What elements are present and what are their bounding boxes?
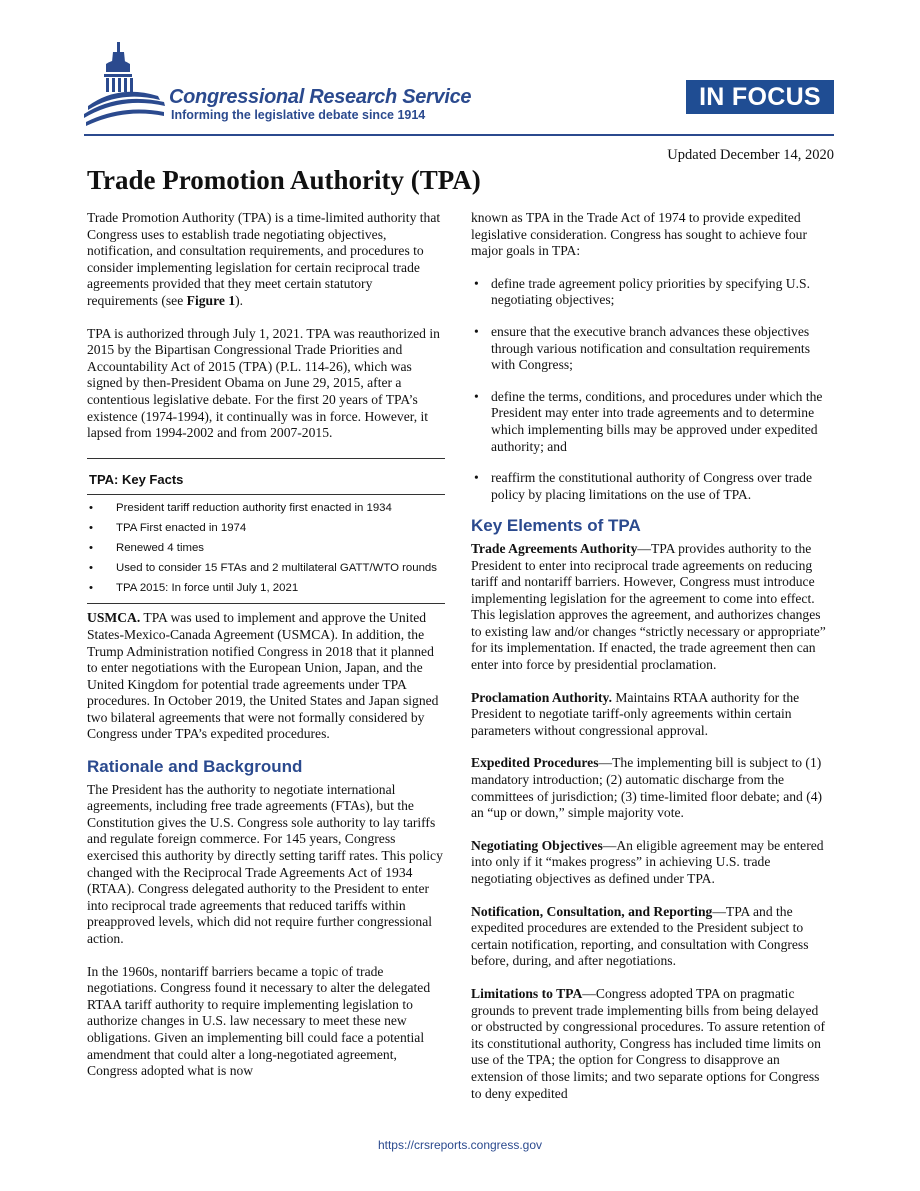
element-lead: Expedited Procedures <box>471 755 599 771</box>
list-item: • TPA 2015: In force until July 1, 2021 <box>87 581 445 596</box>
element-lead: Notification, Consultation, and Reporting <box>471 903 713 919</box>
element-paragraph <box>471 541 833 674</box>
figure-ref: Figure 1 <box>186 292 236 308</box>
element-paragraph <box>471 755 833 821</box>
list-item: • reaffirm the constitutional authority of Congress over trade policy by placing limitations on the use of TPA. <box>471 470 833 503</box>
list-item: • Used to consider 15 FTAs and 2 multilateral GATT/WTO rounds <box>87 561 445 576</box>
org-tagline: Informing the legislative debate since 1914 <box>171 108 426 122</box>
element-lead: Negotiating Objectives <box>471 837 603 853</box>
element-text: —TPA and the expedited procedures are extended to the President subject to certain notification, reporting, and consultation with Congress before, during, and after negotiations. <box>471 903 809 969</box>
intro-text: Trade Promotion Authority (TPA) is a time-limited authority that Congress uses to establish trade negotiating objectives, notification, and consultation requirements, and procedures to consider implementing legislation for certain reciprocal trade agreements provided that they meet certain statutory requirements (see <box>87 210 441 308</box>
element-paragraph <box>471 904 833 970</box>
continuation-paragraph: known as TPA in the Trade Act of 1974 to provide expedited legislative consideration. Congress has sought to achieve four major goals in TPA: <box>471 210 807 259</box>
element-text: —An eligible agreement may be entered into only if it “makes progress” in achieving U.S. trade negotiating objectives as defined under TPA. <box>471 837 824 886</box>
intro-paragraph-1 <box>87 210 445 310</box>
key-elements-heading: Key Elements of TPA <box>471 516 641 536</box>
key-facts-list <box>87 495 445 603</box>
left-column <box>87 210 445 1096</box>
rationale-heading: Rationale and Background <box>87 757 303 777</box>
list-item: • Renewed 4 times <box>87 541 445 556</box>
usmca-text: TPA was used to implement and approve the United States-Mexico-Canada Agreement (USMCA). In addition, the Trump Administration notified Congress in 2018 that it planned to enter negotiations with the European Union, Japan, and the United Kingdom for potential trade agreements under TPA procedures. In October 2019, the United States and Japan signed two bilateral agreements that were not formally considered by Congress under TPA’s expedited procedures. <box>87 610 439 742</box>
footer-url-link[interactable]: https://crsreports.congress.gov <box>377 1138 543 1152</box>
intro-text-end: ). <box>235 292 244 308</box>
right-column <box>471 210 833 1118</box>
header-rule <box>84 134 834 136</box>
element-paragraph <box>471 690 833 740</box>
goals-list <box>471 276 833 504</box>
element-text: —Congress adopted TPA on pragmatic grounds to prevent trade implementing bills from being delayed or obstructed by congressional procedures. To assure retention of its constitutional authority, Congress has included time limits on use of the TPA; the option for Congress to disapprove an extension of those limits; and two separate options for Congress to deny expedited <box>471 985 826 1101</box>
element-paragraph <box>471 986 833 1102</box>
list-item: • define the terms, conditions, and procedures under which the President may enter into trade agreements and to determine which implementing bills may be approved under expedited authority; and <box>471 389 833 455</box>
element-lead: Trade Agreements Authority <box>471 540 638 556</box>
element-lead: Limitations to TPA <box>471 985 583 1001</box>
element-text: Maintains RTAA authority for the President to negotiate tariff-only agreements within certain parameters without congressional approval. <box>471 689 800 738</box>
rationale-paragraph-1: The President has the authority to negotiate international agreements, including free trade agreements (FTAs), but the Constitution gives the U.S. Congress sole authority to lay tariffs and regulate foreign commerce. For 145 years, Congress exercised this authority by directly setting tariff rates. This policy changed with the Reciprocal Trade Agreements Act of 1934 (RTAA). Congress delegated authority to the President to enter into reciprocal trade agreements that reduced tariffs within preapproved levels, which did not require further congressional action. <box>87 781 443 946</box>
element-text: —The implementing bill is subject to (1) mandatory introduction; (2) automatic discharge from the committees of jurisdiction; (3) time-limited floor debate; and (4) an “up or down,” simple majority vote. <box>471 755 823 821</box>
key-facts-title: TPA: Key Facts <box>87 459 445 496</box>
page-title: Trade Promotion Authority (TPA) <box>87 165 481 195</box>
rationale-paragraph-2: In the 1960s, nontariff barriers became a topic of trade negotiations. Congress found it necessary to alter the delegated RTAA tariff authority to require implementing legislation to authorize changes in U.S. law necessary to meet these new obligations. Given an implementing bill could face a potential amendment that could alter a long-negotiated agreement, Congress adopted what is now <box>87 963 431 1079</box>
usmca-lead: USMCA. <box>87 610 141 626</box>
key-facts-box <box>87 458 445 605</box>
usmca-paragraph <box>87 610 445 743</box>
list-item: • TPA First enacted in 1974 <box>87 521 445 536</box>
element-text: —TPA provides authority to the President to enter into reciprocal trade agreements on reducing tariff and nontariff barriers. However, Congress must introduce implementing legislation for the agreement to come into effect. This legislation approves the agreement, and authorizes changes to existing law and/or changes “strictly necessary or appropriate” for its implementation. If enacted, the trade agreement then can enter into force by presidential proclamation. <box>471 540 826 673</box>
list-item: • ensure that the executive branch advances these objectives through various notification and consultation requirements with Congress; <box>471 324 833 374</box>
element-paragraph <box>471 838 833 888</box>
updated-date: Updated December 14, 2020 <box>667 147 834 163</box>
element-lead: Proclamation Authority. <box>471 689 612 705</box>
list-item: • President tariff reduction authority first enacted in 1934 <box>87 501 445 516</box>
intro-paragraph-2: TPA is authorized through July 1, 2021. TPA was reauthorized in 2015 by the Bipartisan Congressional Trade Priorities and Accountability Act of 2015 (TPA) (P.L. 114-26), which was signed by then-President Obama on June 29, 2015, after a contentious legislative debate. For the first 20 years of TPA’s existence (1974-1994), it continually was in force. However, it lapsed from 1994-2002 and from 2007-2015. <box>87 325 440 441</box>
list-item: • define trade agreement policy priorities by specifying U.S. negotiating objectives; <box>471 276 833 309</box>
capitol-dome-logo <box>84 40 174 130</box>
in-focus-badge: IN FOCUS <box>686 80 834 114</box>
org-name: Congressional Research Service <box>169 86 472 108</box>
